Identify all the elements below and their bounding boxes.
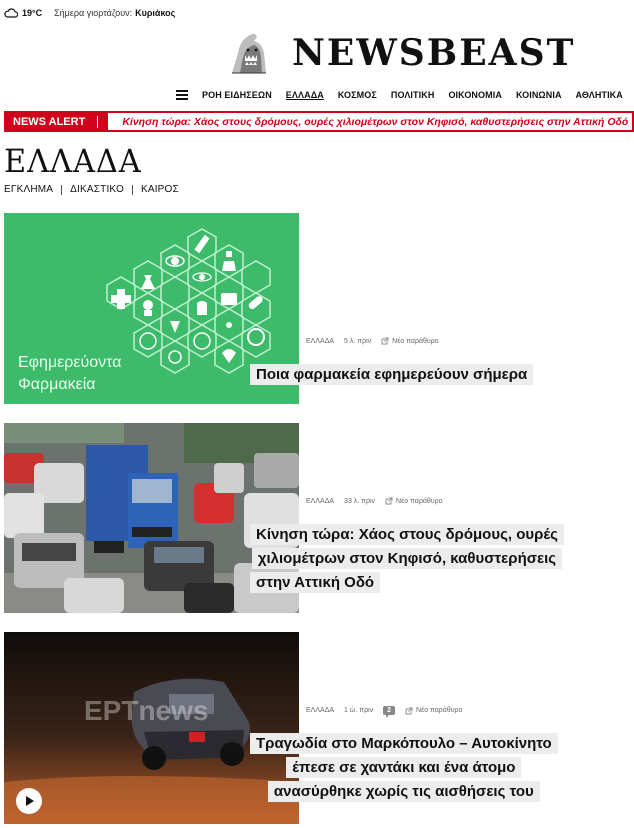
- subnav-item-egklima[interactable]: ΕΓΚΛΗΜΑ: [4, 184, 54, 195]
- open-new-window-label: Νέο παράθυρο: [396, 497, 443, 505]
- subnav-item-kairos[interactable]: ΚΑΙΡΟΣ: [140, 184, 179, 195]
- open-new-window-label: Νέο παράθυρο: [416, 707, 463, 714]
- open-new-window-label: Νέο παράθυρο: [392, 337, 439, 345]
- nav-item-athlitika[interactable]: ΑΘΛΗΤΙΚΑ: [575, 90, 623, 100]
- section-subnav: [4, 184, 179, 195]
- article-meta: [306, 497, 442, 505]
- nav-item-politiki[interactable]: ΠΟΛΙΤΙΚΗ: [390, 90, 435, 100]
- news-alert-bar: [4, 111, 634, 132]
- headline-line: Κίνηση τώρα: Χάος στους δρόμους, ουρές: [250, 524, 564, 545]
- article-headline[interactable]: [250, 363, 533, 387]
- article-card[interactable]: [4, 213, 634, 404]
- nav-item-koinonia[interactable]: ΚΟΙΝΩΝΙΑ: [515, 90, 562, 100]
- article-meta: [306, 706, 462, 715]
- external-link-icon: [385, 497, 393, 505]
- headline-line: χιλιομέτρων στον Κηφισό, καθυστερήσεις: [252, 548, 562, 569]
- nameday-label: Σήμερα γιορτάζουν:: [54, 8, 133, 18]
- top-strip: [4, 6, 175, 20]
- play-icon: [23, 795, 35, 807]
- subnav-item-dikastiko[interactable]: ΔΙΚΑΣΤΙΚΟ: [70, 184, 124, 195]
- article-card[interactable]: [4, 632, 634, 824]
- headline-line: Τραγωδία στο Μαρκόπουλο – Αυτοκίνητο: [250, 733, 558, 754]
- article-time: 1 ώ. πριν: [344, 707, 374, 714]
- open-new-window-link[interactable]: [385, 497, 442, 505]
- headline-line: ανασύρθηκε χωρίς τις αισθήσεις του: [268, 781, 540, 802]
- news-alert-divider: [97, 116, 98, 128]
- article-headline[interactable]: [250, 732, 558, 804]
- open-new-window-link[interactable]: [405, 707, 462, 715]
- article-headline[interactable]: [250, 523, 564, 595]
- external-link-icon: [405, 707, 413, 715]
- temperature: 19°C: [22, 8, 43, 18]
- article-meta: [306, 337, 439, 345]
- subnav-divider: [61, 185, 62, 195]
- cloud-icon: [4, 8, 18, 18]
- article-category[interactable]: ΕΛΛΑΔΑ: [306, 497, 335, 505]
- main-nav: [176, 88, 623, 102]
- nav-item-kosmos[interactable]: ΚΟΣΜΟΣ: [337, 90, 377, 100]
- nav-item-ellada[interactable]: ΕΛΛΑΔΑ: [285, 90, 324, 100]
- nameday-value[interactable]: Κυριάκος: [135, 8, 176, 18]
- headline-line: έπεσε σε χαντάκι και ένα άτομο: [286, 757, 521, 778]
- shark-icon: [226, 31, 270, 75]
- external-link-icon: [381, 337, 389, 345]
- pharmacy-image-text-1: Εφημερεύοντα: [18, 354, 122, 371]
- headline-line: Ποια φαρμακεία εφημερεύουν σήμερα: [250, 364, 533, 385]
- nav-item-roi-eidiseon[interactable]: ΡΟΗ ΕΙΔΗΣΕΩΝ: [202, 90, 272, 100]
- logo-wordmark: NEWSBEAST: [292, 32, 576, 74]
- news-alert-label: NEWS ALERT: [6, 113, 91, 130]
- news-alert-ticker[interactable]: Κίνηση τώρα: Χάος στους δρόμους, ουρές χιλιομέτρων στον Κηφισό, καθυστερήσεις στην Αττική Οδό: [122, 115, 629, 128]
- page-title: ΕΛΛΑΔΑ: [4, 142, 142, 180]
- site-logo[interactable]: [226, 30, 575, 76]
- open-new-window-link[interactable]: [381, 337, 438, 345]
- nav-item-oikonomia[interactable]: ΟΙΚΟΝΟΜΙΑ: [448, 90, 502, 100]
- article-time: 33 λ. πριν: [344, 497, 376, 505]
- play-video-button[interactable]: [16, 788, 42, 814]
- article-category[interactable]: ΕΛΛΑΔΑ: [306, 337, 335, 345]
- ert-watermark: ΕΡΤnews: [84, 695, 209, 726]
- subnav-divider: [132, 185, 133, 195]
- article-card[interactable]: [4, 423, 634, 613]
- headline-line: στην Αττική Οδό: [250, 572, 380, 593]
- pharmacy-image-text-2: Φαρμακεία: [18, 376, 96, 393]
- article-time: 5 λ. πριν: [344, 337, 372, 345]
- news-alert-tag: [6, 113, 108, 130]
- article-category[interactable]: ΕΛΛΑΔΑ: [306, 707, 335, 714]
- comment-count-badge[interactable]: 2: [383, 706, 395, 715]
- hamburger-icon[interactable]: [176, 90, 188, 100]
